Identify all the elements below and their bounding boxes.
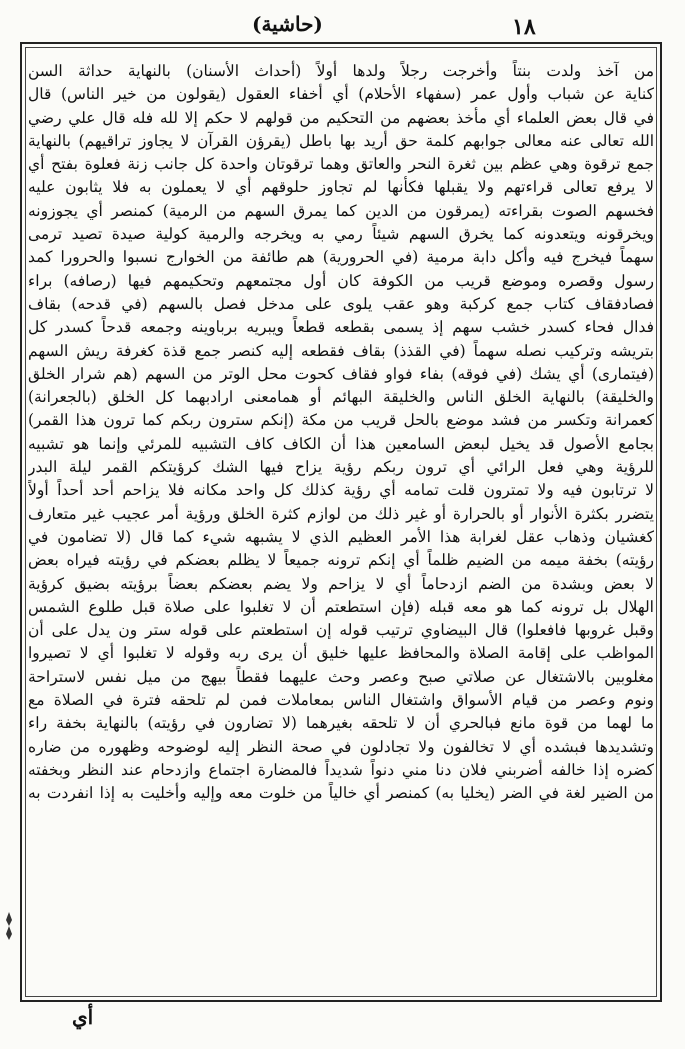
catchword: أي (72, 1005, 94, 1029)
text-line: بجامع الأصول قد يخيل لبعض السامعين هذا أن الكاف كاف التشبيه للمرئي وإنما هو تشبيه (28, 434, 654, 453)
text-line: من آخذ ولدت بنتاً وأخرجت رجلاً ولدها أولاً (أحداث الأسنان) بالنهاية حداثة السن (28, 62, 654, 80)
text-line: الهلال بل ترونه كما هو معه قبله (فإن استطعتم أن لا تغلبوا على صلاة قبل طلوع الشمس (28, 597, 654, 616)
text-line: كعمرانة وتكسر من فشد موضع بالحل قريب من مكة (إنكم سترون ربكم كما ترون هذا القمر) (28, 411, 654, 430)
text-line: فصادفقاف كتاب جمع كركبة وهو عقب يلوى على مدخل فصل بالسهم (في قدحه) بقاف (28, 294, 654, 313)
text-line: كناية عن شباب وأول عمر (سفهاء الأحلام) أي أخفاء العقول (يقولون من خير الناس) قال (28, 85, 654, 104)
text-line: لا ترتابون فيه ولا تمترون قلت تمامه أي رؤية كذلك كل واحد مكانه فلا يزاحم أحد أحداً أولاً (28, 481, 654, 500)
text-line: سهماً فيخرج فيه وأكل دابة مرمية (في الحرورية) هم طائفة من الخوارج نسبوا والحرورا كمد (28, 248, 654, 267)
text-line: رسول وقصره وموضع قريب من الكوفة كان أول مجتمعهم وتحكيمهم فيها (رصافه) براء (28, 271, 654, 290)
text-line: المواظب على إقامة الصلاة والمحافظ عليها خليق أن يرى ربه وقوله لا تغلبوا أي لا تصيروا (28, 644, 654, 663)
text-line: (فيتمارى) أي يشك (في فوقه) بفاء فواو فقاف كحوت محل الوتر من السهم (هم شرار الخلق (28, 364, 654, 383)
text-line: الله تعالى عنه معالى جوابهم كلمة حق أريد بها باطل (يقرؤن القرآن لا يجاوز تراقيهم) بالنهاية (28, 131, 654, 150)
text-line (28, 806, 654, 829)
text-line: بتريشه وتركيب نصله سهماً (في القذذ) بقاف فقطعه إليه كنصر جمع قذة كغرفة ريش السهم (28, 341, 654, 360)
text-line: كغشيان وذهاب عقل لغرابة هذا الأمر العظيم الذي لا يشبهه شيء كما قال (لا تضامون في (28, 527, 654, 546)
text-line: كضره إذا خالفه أضربني فلان دنا مني دنواً شديداً فالمضارة اجتماع وازدحام عند النظر وبخفته (28, 760, 654, 779)
text-line: يتضرر بكثرة الأنوار أو بالحرارة أو غير ذلك من لوازم كثرة الخلق ورؤية أمر عجيب غير متعارف (28, 504, 654, 523)
text-line: وقبل غروبها فافعلوا) قال البيضاوي ترتيب قوله إن استطعتم على قوله ستر ون يدل على أن (28, 621, 654, 640)
text-line: لا يرفع تعالى قراءتهم ولا يقبلها فكأنها لم تجاوز حلوقهم أي لا يعملون به فلا يثابون عليه (28, 178, 654, 197)
text-line: فخسهم الصوت بقراءته (يمرقون من الدين كما يمرق السهم من الرمية) كمنصر أي يجوزونه (28, 201, 654, 220)
text-line: والخليقة) بالنهاية الخلق الناس والخليقة البهائم أو همامعنى ارادبهما كل الخلق (بالجعرانة) (28, 388, 654, 407)
text-line: جمع ترقوة وهي عظم بين ثغرة النحر والعاتق وهما ترقوتان واحدة كل جانب زنة فعلوة بفتح أي (28, 155, 654, 174)
text-line: وتشديدها فبشده أي لا تخالفون ولا تجادلون في صحة النظر إليه لوضوحه وظهوره من ضاره (28, 737, 654, 756)
text-line: من الضير لغة في الضر (يخليا به) كمنصر أي خالياً من خلوت معه وإليه وأخليت به إذا انفردت به (28, 784, 654, 803)
text-line: في قال بعض العلماء أي مأخذ بعضهم من التحكيم من قولهم لا حكم إلا لله فله قال علي رضي (28, 108, 654, 127)
text-line: مغلوبين بالاشتغال عن صلاتي صبح وعصر وحث عليهما فقطاً بيهج من ميل نفس لاستراحة (28, 667, 654, 686)
text-line: ويخرقونه ويتعدونه كما يخرق السهم شيئاً رمي به ويخرجه والرمية كولية صيدة تصيد ترمى (28, 225, 654, 244)
text-line: رؤيته) بخفة ميمه من الضيم ظلماً أي إنكم ترونه جميعاً لا يظلم بعضكم في رؤيته فيراه بعض (28, 551, 654, 570)
text-line: للرؤية وهي فعل الرائي أي ترون ربكم رؤية يزاح فيها الشك كرؤيتكم القمر ليلة البدر (28, 458, 654, 477)
text-line (28, 829, 654, 852)
text-line: فدال فحاء كسدر خشب سهم إذ يسمى بقطعه قطعاً ويبريه برباوينه وجمعه قدحاً كسدر كل (28, 318, 654, 337)
text-line: ما لهما من قوة مانع فبالحري أن لا تلحقه بغيرهما (لا تضارون في رؤيته) بالنهاية بخفة راء (28, 714, 654, 733)
page-number: ١٨ (512, 14, 536, 40)
text-line: لا بعض وبشدة من الضم ازدحاماً أي لا يزاحم ولا يضم بعضكم بعضاً برؤيته بضيق كرؤية (28, 574, 654, 593)
text-line: ونوم وعصر من قيام الأسواق واشتغال الناس بمعاملات فمن لم تلحقه فترة في الصلاة مع (28, 691, 654, 710)
header-title: (حاشية) (252, 12, 323, 36)
binding-mark-icon (4, 912, 14, 940)
text-body (28, 60, 654, 852)
